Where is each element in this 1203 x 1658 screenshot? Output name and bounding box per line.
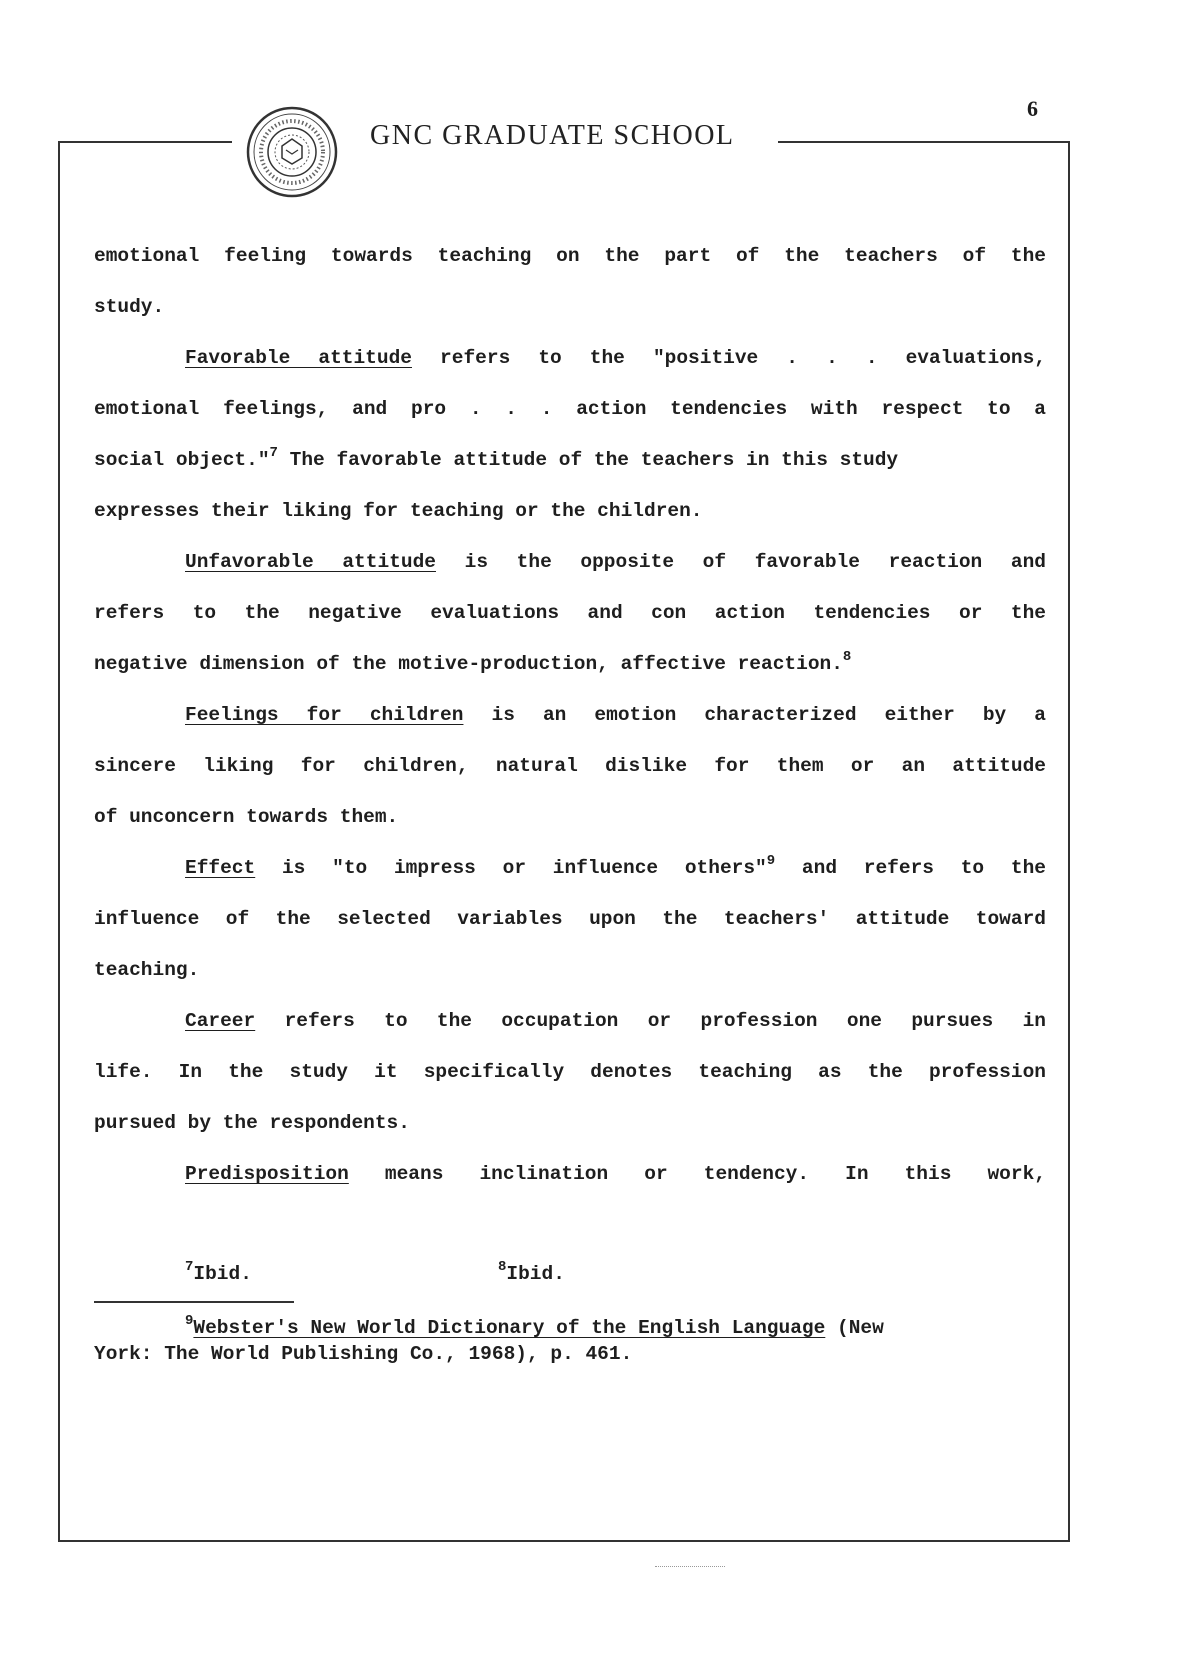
paragraph-line: emotional feelings, and pro . . . action tendencies with respect to a	[94, 398, 1046, 420]
footnote-marker: 8	[842, 649, 852, 665]
header-rule-right	[778, 141, 1068, 143]
page-border-right	[1068, 141, 1070, 1541]
paragraph-line: pursued by the respondents.	[94, 1112, 410, 1134]
defined-term: Predisposition	[185, 1163, 349, 1185]
college-seal-logo	[246, 106, 338, 198]
defined-term: Unfavorable attitude	[185, 551, 436, 573]
footnote-7: $^7$Ibid.	[185, 1259, 252, 1285]
page-number: 6	[1027, 96, 1038, 121]
paragraph-line: emotional feeling towards teaching on the part of the teachers of the	[94, 245, 1046, 267]
defined-term: Career	[185, 1010, 256, 1032]
definition-feelings-for-children: Feelings for children is an emotion characterized either by a	[185, 704, 1046, 726]
page-border-left	[58, 141, 60, 1541]
paragraph-line: sincere liking for children, natural dislike for them or an attitude	[94, 755, 1046, 777]
header-rule-left	[60, 141, 232, 143]
definition-career: Career refers to the occupation or profession one pursues in	[185, 1010, 1046, 1032]
definition-favorable-attitude: Favorable attitude refers to the "positive . . . evaluations,	[185, 347, 1047, 369]
footnote-9: $^9$Webster's New World Dictionary of the English Language (New	[185, 1313, 884, 1339]
defined-term: Feelings for children	[185, 704, 464, 726]
footnote-rule	[94, 1301, 294, 1303]
paragraph-line: social object."$^7$ The favorable attitude of the teachers in this study	[94, 445, 899, 471]
defined-term: Favorable attitude	[185, 347, 412, 369]
scan-artifact	[655, 1566, 725, 1567]
paragraph-line: of unconcern towards them.	[94, 806, 399, 828]
footnote-8: $^8$Ibid.	[498, 1259, 565, 1285]
page-border-bottom	[58, 1540, 1070, 1542]
footnote-9-line-2: York: The World Publishing Co., 1968), p. 461.	[94, 1343, 633, 1365]
paragraph-line: life. In the study it specifically denotes teaching as the profession	[94, 1061, 1046, 1083]
definition-unfavorable-attitude: Unfavorable attitude is the opposite of favorable reaction and	[185, 551, 1046, 573]
definition-effect: Effect is "to impress or influence others"$^9$ and refers to the	[185, 853, 1046, 879]
paragraph-line: refers to the negative evaluations and con action tendencies or the	[94, 602, 1046, 624]
paragraph-line: expresses their liking for teaching or the children.	[94, 500, 703, 522]
footnote-marker: 9	[766, 853, 776, 869]
defined-term: Effect	[185, 857, 256, 879]
paragraph-line: influence of the selected variables upon the teachers' attitude toward	[94, 908, 1046, 930]
paragraph-line: negative dimension of the motive-production, affective reaction.$^8$	[94, 649, 852, 675]
definition-predisposition: Predisposition means inclination or tendency. In this work,	[185, 1163, 1046, 1185]
footnote-marker: 7	[269, 445, 278, 461]
school-name: GNC GRADUATE SCHOOL	[366, 120, 743, 152]
paragraph-line: teaching.	[94, 959, 200, 981]
paragraph-line: study.	[94, 296, 165, 318]
